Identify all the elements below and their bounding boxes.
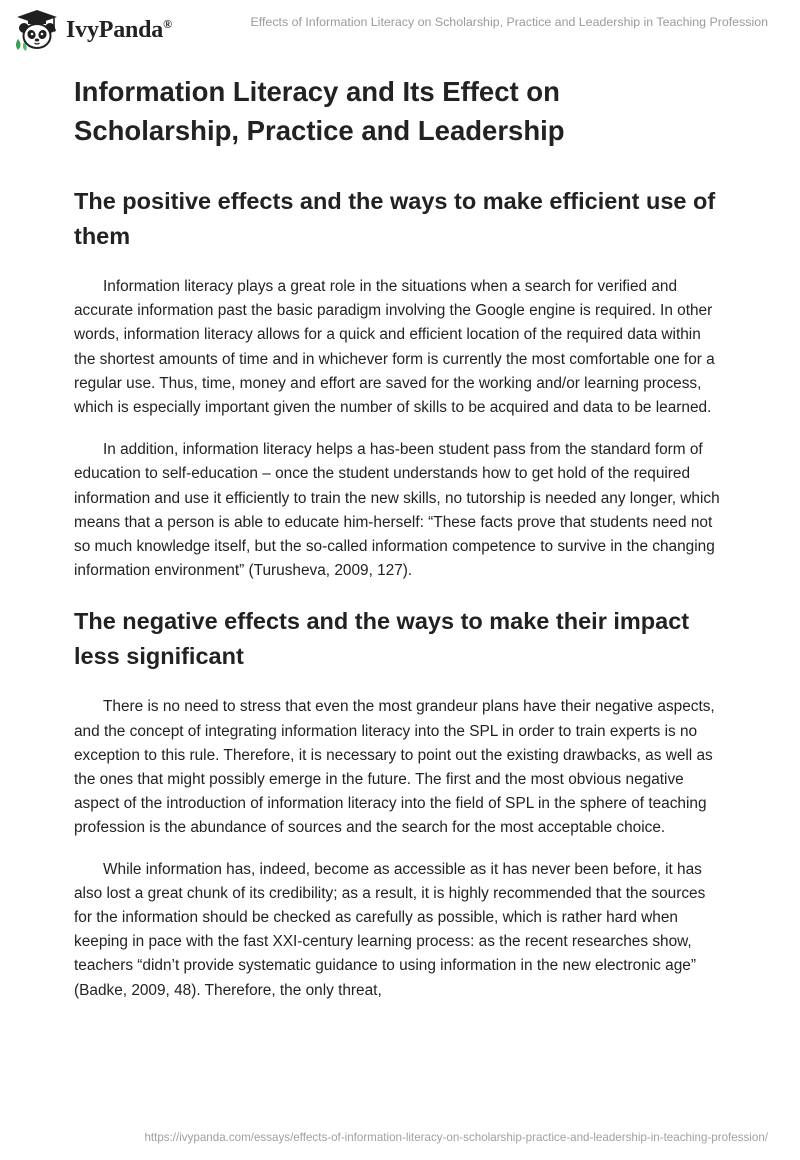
section-heading-positive: The positive effects and the ways to make efficient use of them [74,188,716,249]
panda-mascot-icon [14,9,60,51]
paragraph: While information has, indeed, become as accessible as it has never been before, it has also lost a great chunk of its credibility; as a result, it is highly recommended that the sources for the information should be checked as carefully as possible, which is rather hard when keeping in pace with the fast XXI-century learning process: as the recent researches show, teachers “didn’t provide systematic guidance to using information in the new electronic age” (Badke, 2009, 48). Therefore, the only threat, [74,860,706,999]
document-title: Effects of Information Literacy on Scholarship, Practice and Leadership in Teaching Profession [250,15,768,29]
paragraph: In addition, information literacy helps a has-been student pass from the standard form of education to self-education – once the student understands how to get hold of the required information and use it efficiently to train the new skills, no tutorship is needed any longer, which means that a person is able to educate him-herself: “These facts prove that students need not so much knowledge itself, but the so-called information competence to survive in the changing information environment” (Turusheva, 2009, 127). [74,441,720,580]
article-title: Information Literacy and Its Effect on Scholarship, Practice and Leadership [74,76,565,146]
paragraph: Information literacy plays a great role in the situations when a search for verified and accurate information past the basic paradigm involving the Google engine is required. In other words, information literacy allows for a quick and efficient location of the required data within the shortest amounts of time and in whichever form is currently the most comfortable one for a regular use. Thus, time, money and effort are saved for the working and/or learning process, which is especially important given the number of skills to be acquired and data to be learned. [74,278,715,417]
article-content [74,72,726,1003]
page-header [0,0,800,60]
brand-name: IvyPanda® [66,16,172,43]
ivypanda-logo[interactable] [14,9,172,51]
paragraph: There is no need to stress that even the most grandeur plans have their negative aspects, and the concept of integrating information literacy into the SPL in order to train experts is no exception to this rule. Therefore, it is necessary to point out the existing drawbacks, as well as the ones that might possibly emerge in the future. The first and the most obvious negative aspect of the introduction of information literacy into the field of SPL in the sphere of teaching profession is the abundance of sources and the search for the most acceptable choice. [74,698,715,837]
source-url[interactable]: https://ivypanda.com/essays/effects-of-information-literacy-on-scholarship-practice-and-leadership-in-teaching-profession/ [144,1131,768,1144]
section-heading-negative: The negative effects and the ways to make their impact less significant [74,608,690,670]
